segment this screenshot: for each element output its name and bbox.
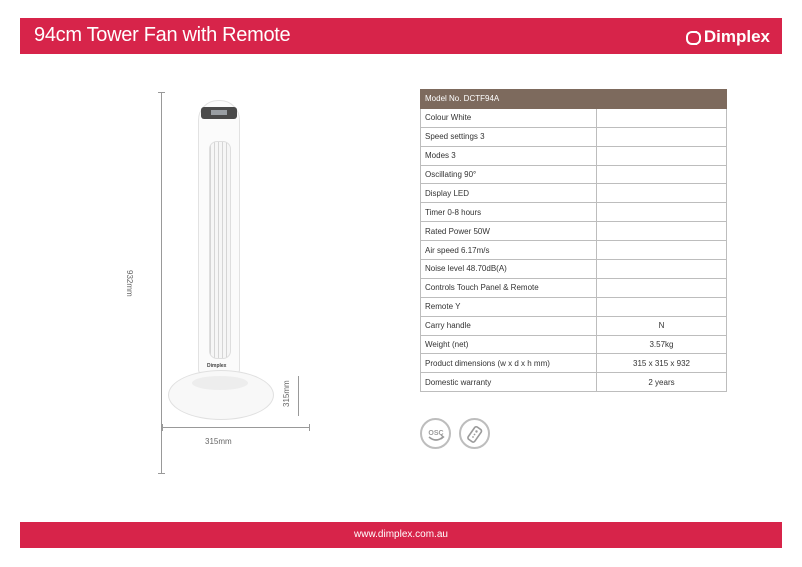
depth-dimension-line: [298, 376, 299, 416]
page-title: 94cm Tower Fan with Remote: [34, 24, 291, 46]
feature-icons: [420, 418, 490, 449]
fan-base-top: [192, 376, 248, 390]
spec-table-header: [421, 90, 727, 109]
header-bar: [20, 18, 782, 54]
remote-control-icon: [459, 418, 490, 449]
table-row: Controls Touch Panel & Remote: [421, 278, 727, 297]
brand-name: Dimplex: [703, 27, 770, 46]
table-row: Remote Y: [421, 297, 727, 316]
website-link[interactable]: www.dimplex.com.au: [354, 529, 448, 540]
product-logo: Dimplex: [207, 363, 227, 369]
table-row: Oscillating 90°: [421, 165, 727, 184]
spec-table: [420, 89, 727, 392]
table-row: Noise level 48.70dB(A): [421, 260, 727, 279]
model-number: Model No. DCTF94A: [421, 90, 597, 109]
table-row: Air speed 6.17m/s: [421, 241, 727, 260]
depth-label: 315mm: [282, 380, 291, 407]
table-row: Colour White: [421, 108, 727, 127]
footer-bar: [20, 522, 782, 548]
fan-grille: [209, 141, 231, 359]
table-row: Display LED: [421, 184, 727, 203]
height-dimension-line: [161, 92, 162, 474]
height-label: 932mm: [125, 270, 134, 297]
table-row: Rated Power 50W: [421, 222, 727, 241]
oscillation-icon: [420, 418, 451, 449]
table-row: Timer 0-8 hours: [421, 203, 727, 222]
width-label: 315mm: [205, 437, 232, 446]
tower-fan-body: [198, 100, 240, 374]
table-row: Weight (net) 3.57kg: [421, 335, 727, 354]
brand-logo: [686, 27, 770, 47]
product-figure: [125, 70, 320, 460]
table-row: Domestic warranty 2 years: [421, 373, 727, 392]
led-display: [201, 107, 237, 119]
svg-text:OSC: OSC: [427, 429, 444, 437]
dimplex-logo-icon: [686, 30, 702, 44]
width-dimension-line: [162, 427, 310, 428]
table-row: Modes 3: [421, 146, 727, 165]
table-row: Carry handle N: [421, 316, 727, 335]
table-row: Speed settings 3: [421, 127, 727, 146]
table-row: Product dimensions (w x d x h mm) 315 x 315 x 932: [421, 354, 727, 373]
